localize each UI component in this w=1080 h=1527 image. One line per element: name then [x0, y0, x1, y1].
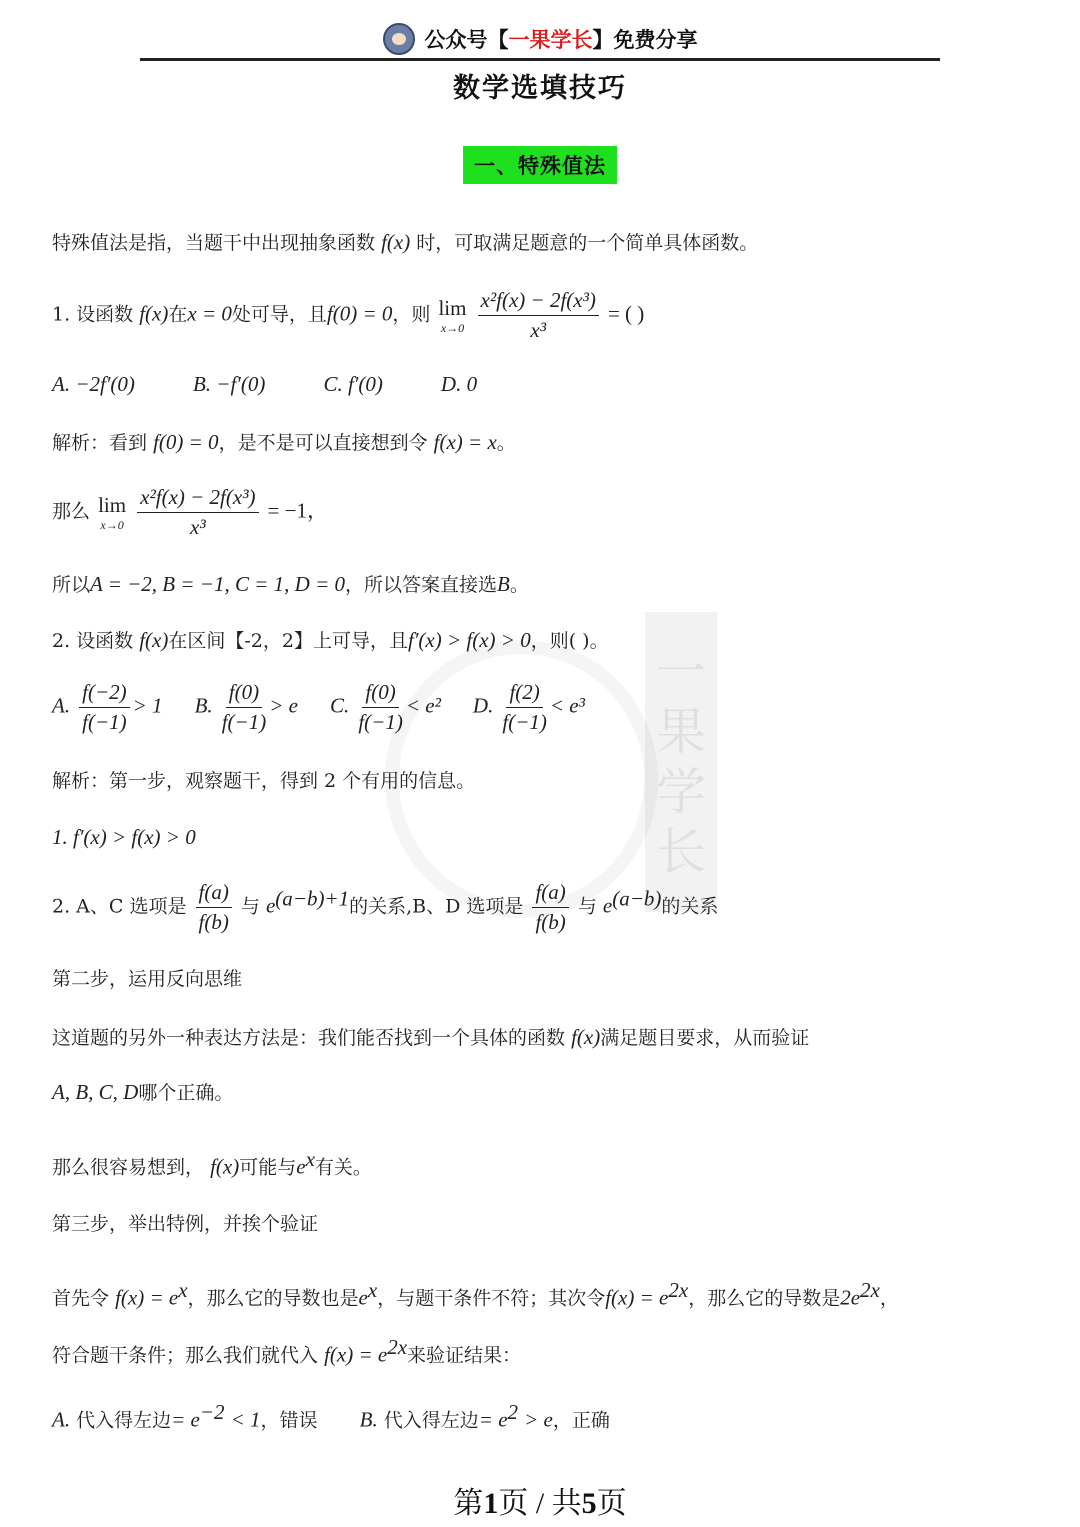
solution-2-paragraph-4: 首先令 $f(x) = e^x$，那么它的导数也是$e^x$，与题干条件不符；其次令$f(x) = e^{2x}$，那么它的导数是$2e^{2x}$， — [52, 1278, 899, 1310]
solution-1-line-3: 所以A = −2, B = −1, C = 1, D = 0，所以答案直接选B。 — [52, 572, 529, 596]
solution-1-line-2: 那么 lim x→0 $\frac{\text{x²f(x) − 2f(x³)}}{\text{x³}}$ = −1， — [52, 485, 328, 540]
solution-2-paragraph-1: 这道题的另外一种表达方法是：我们能否找到一个具体的函数 f(x)满足题目要求，从而验证 — [52, 1025, 810, 1049]
question-2: 2. 设函数 f(x)在区间【-2，2】上可导，且f′(x) > f(x) > 0，则( )。 — [52, 628, 609, 652]
brand-name: 一果学长 — [508, 28, 593, 52]
page-title: 数学选填技巧 — [453, 73, 627, 104]
header-text: 公众号【一果学长】免费分享 — [424, 28, 698, 52]
option-d: D. 0 — [440, 372, 478, 396]
solution-2-step-2: 第二步，运用反向思维 — [52, 968, 243, 990]
intro-paragraph: 特殊值法是指，当题干中出现抽象函数 f(x) 时，可取满足题意的一个简单具体函数。 — [52, 230, 759, 254]
question-2-options — [52, 680, 585, 735]
solution-2-info-1: 1. f′(x) > f(x) > 0 — [52, 825, 196, 849]
question-1: 1. 设函数 f(x)在x = 0处可导，且f(0) = 0，则 lim x→0 $\frac{\text{x²f(x) − 2f(x³)}}{\text{x³}}$ = ( ) — [52, 288, 645, 343]
option-d: D. $\frac{f(2)}{f(-1)}$ < e³ — [472, 680, 585, 735]
watermark-text: 一 果 学 长 — [645, 612, 717, 912]
header — [0, 18, 1080, 60]
option-a: A. $\frac{f(-2)}{f(-1)}$ > 1 — [52, 680, 163, 735]
solution-1-line-1: 解析：看到 f(0) = 0，是不是可以直接想到令 f(x) = x。 — [52, 430, 516, 454]
section-heading: 一、特殊值法 — [463, 146, 617, 184]
option-b: B. −f′(0) — [192, 372, 266, 396]
header-divider — [140, 58, 940, 61]
solution-2-verify: A. 代入得左边= $e^{-2} < 1$，错误 B. 代入得左边= $e^2 > e$，正确 — [52, 1400, 610, 1432]
solution-2-paragraph-5: 符合题干条件；那么我们就代入 $f(x) = e^{2x}$来验证结果： — [52, 1335, 522, 1367]
avatar-icon — [383, 23, 415, 55]
solution-2-step-1: 解析：第一步，观察题干，得到 2 个有用的信息。 — [52, 770, 476, 792]
option-c: C. f′(0) — [323, 372, 383, 396]
solution-2-paragraph-3: 那么很容易想到， f(x)可能与$e^x$有关。 — [52, 1147, 372, 1179]
question-1-options — [52, 372, 529, 397]
solution-2-paragraph-2: A, B, C, D哪个正确。 — [52, 1080, 234, 1104]
page-number: 第1页 / 共5页 — [453, 1487, 627, 1520]
solution-2-info-2: 2. A、C 选项是 $\frac{f(a)}{f(b)}$ 与 $e^{(a-b)+1}$的关系,B、D 选项是 $\frac{f(a)}{f(b)}$ 与 $e^{(a-b)}$的关系 — [52, 880, 719, 935]
solution-2-step-3: 第三步，举出特例，并挨个验证 — [52, 1213, 319, 1235]
option-b: B. $\frac{f(0)}{f(-1)}$ > e — [194, 680, 298, 735]
option-c: C. $\frac{f(0)}{f(-1)}$ < e² — [330, 680, 441, 735]
option-a: A. −2f′(0) — [52, 372, 135, 396]
